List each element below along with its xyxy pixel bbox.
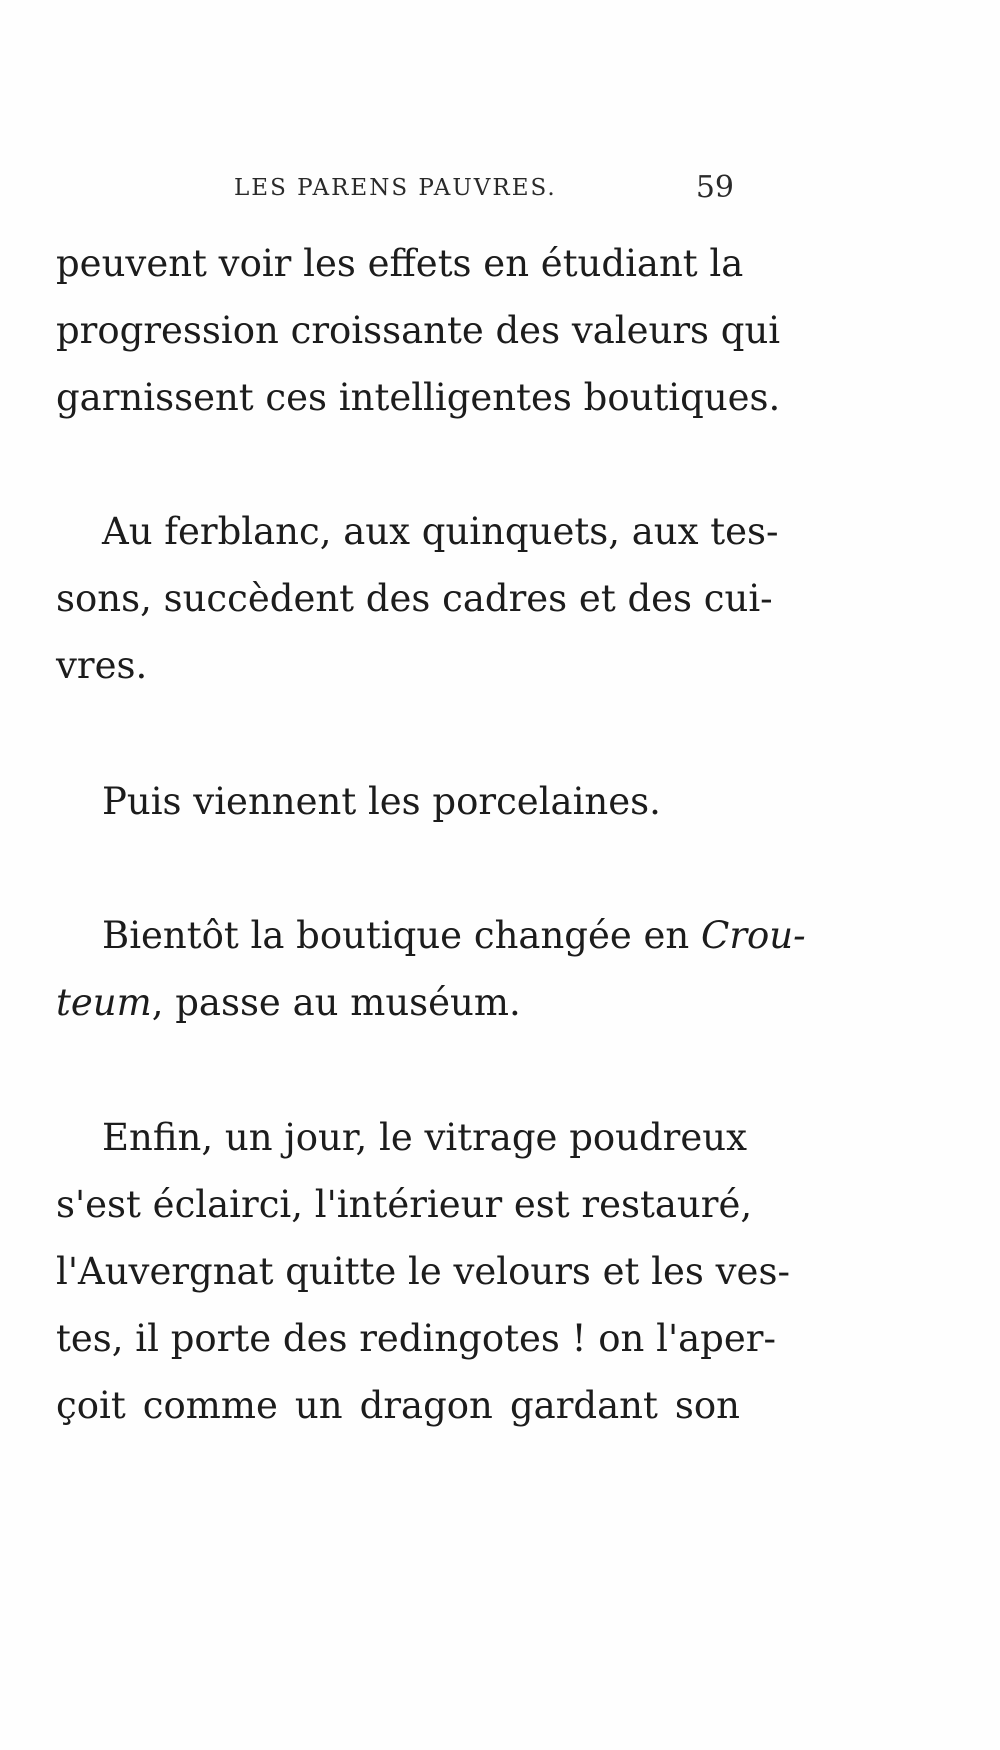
text-line: Au ferblanc, aux quinquets, aux tes- (102, 510, 779, 553)
paragraph-2 (56, 498, 779, 699)
italic-word: Crou- (701, 914, 806, 957)
text-line: s'est éclairci, l'intérieur est restauré, (56, 1183, 753, 1226)
italic-word: teum (56, 981, 152, 1024)
text-line: Enfin, un jour, le vitrage poudreux (102, 1116, 747, 1159)
text-line (56, 902, 806, 969)
text-line: vres. (56, 644, 148, 687)
text-line: Puis viennent les porcelaines. (102, 780, 661, 823)
text-line: garnissent ces intelligentes boutiques. (56, 376, 781, 419)
paragraph-4 (56, 902, 806, 1036)
text-line: sons, succèdent des cadres et des cui- (56, 577, 773, 620)
text-line: çoit comme un dragon gardant son (56, 1384, 740, 1427)
text-line: tes, il porte des redingotes ! on l'aper- (56, 1317, 776, 1360)
text-line (56, 969, 740, 1036)
text-segment: Bientôt la boutique changée en (102, 914, 702, 957)
paragraph-3 (56, 768, 740, 835)
paragraph-5 (56, 1104, 790, 1439)
text-line: progression croissante des valeurs qui (56, 309, 781, 352)
text-line: l'Auvergnat quitte le velours et les ves- (56, 1250, 790, 1293)
running-head (0, 168, 740, 208)
text-segment: , passe au muséum. (151, 981, 521, 1024)
text-line: peuvent voir les effets en étudiant la (56, 242, 744, 285)
paragraph-1 (56, 230, 781, 431)
page-number: 59 (695, 170, 734, 205)
running-title: LES PARENS PAUVRES. (234, 175, 557, 201)
